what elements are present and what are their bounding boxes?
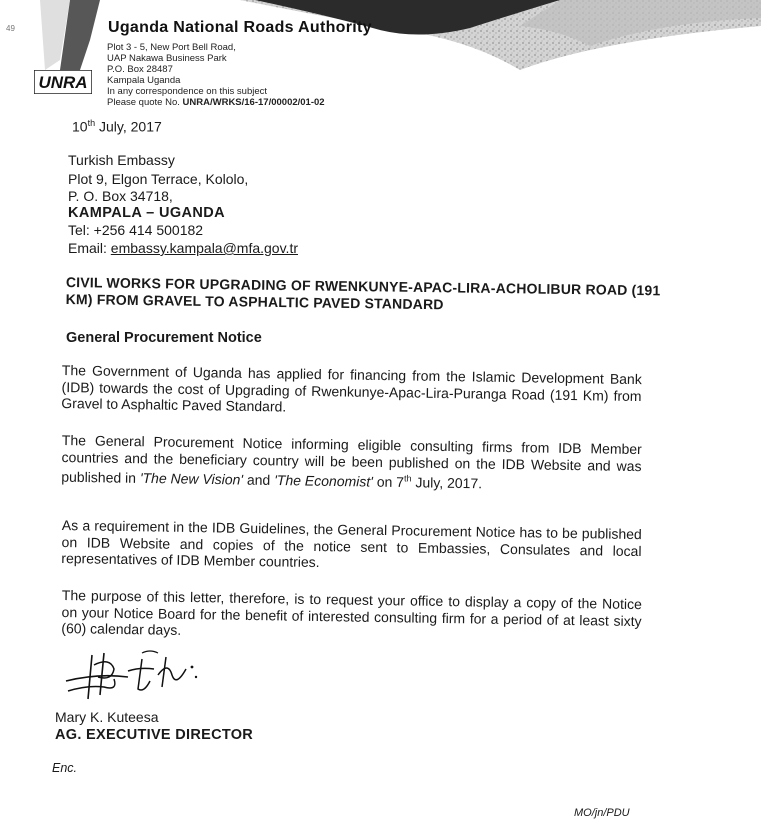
address-line-4: Kampala Uganda [107,75,181,86]
recipient-line-1: Turkish Embassy [68,152,175,168]
quote-prefix: Please quote No. [107,97,180,108]
email-label: Email: [68,240,111,256]
paragraph-2: The General Procurement Notice informing eligible consulting firms from IDB Member countries and the beneficiary country will be been published on the IDB Website and was published in 'The New Vision' and 'The Economist' on 7th July, 2017. [61,432,642,492]
address-line-2: UAP Nakawa Business Park [107,53,227,64]
quote-reference [107,97,325,108]
signer-title: AG. EXECUTIVE DIRECTOR [55,727,254,743]
letter-subject: CIVIL WORKS FOR UPGRADING OF RWENKUNYE-APAC-LIRA-ACHOLIBUR ROAD (191 KM) FROM GRAVEL TO ASPHALTIC PAVED STANDARD [65,274,661,313]
paragraph-4: The purpose of this letter, therefore, is to request your office to display a copy of the Notice on your Notice Board for the benefit of interested consulting firm for a period of at least sixty (60) calendar days. [61,587,642,638]
address-line-1: Plot 3 - 5, New Port Bell Road, [107,42,236,53]
address-line-3: P.O. Box 28487 [107,64,173,75]
organization-name: Uganda National Roads Authority [108,19,372,36]
recipient-line-3: P. O. Box 34718, [68,188,173,204]
recipient-email-line [68,240,298,256]
margin-mark: 49 [6,24,15,33]
enclosure-note: Enc. [52,761,78,775]
logo-text: UNRA [38,73,88,92]
reference-initials: MO/jn/PDU [574,807,630,819]
handwritten-signature [58,647,218,703]
signer-name: Mary K. Kuteesa [55,709,159,725]
paragraph-3: As a requirement in the IDB Guidelines, the General Procurement Notice has to be published on IDB Website and copies of the notice sent to Embassies, Consulates and local representatives of IDB Member countries. [61,517,642,571]
recipient-line-2: Plot 9, Elgon Terrace, Kololo, [68,171,249,187]
unra-logo [34,70,92,94]
notice-heading: General Procurement Notice [66,330,262,346]
recipient-city: KAMPALA – UGANDA [68,205,226,221]
address-line-5: In any correspondence on this subject [107,86,268,97]
paragraph-1: The Government of Uganda has applied for financing from the Islamic Development Bank (IDB) towards the cost of Upgrading of Rwenkunye-Apac-Lira-Puranga Road (191 Km) from Gravel to Asphaltic Paved Standard. [61,362,642,415]
letter-date: 10th July, 2017 [72,118,162,135]
recipient-tel: Tel: +256 414 500182 [68,222,204,238]
quote-number: UNRA/WRKS/16-17/00002/01-02 [182,97,325,108]
email-link[interactable]: embassy.kampala@mfa.gov.tr [110,240,298,256]
